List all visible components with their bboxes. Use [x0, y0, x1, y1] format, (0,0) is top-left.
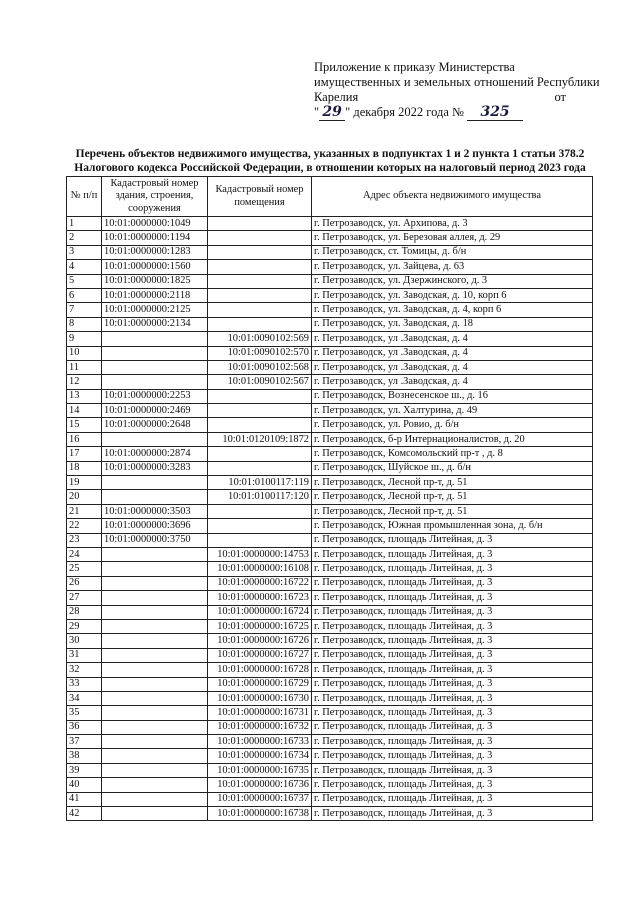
cell-premises-cadastral: 10:01:0000000:16725 — [208, 619, 312, 633]
cell-number: 12 — [67, 375, 102, 389]
cell-building-cadastral: 10:01:0000000:3750 — [102, 533, 208, 547]
table-row — [67, 720, 593, 734]
cell-premises-cadastral — [208, 504, 312, 518]
cell-address: г. Петрозаводск, Вознесенское ш., д. 16 — [312, 389, 593, 403]
cell-number: 35 — [67, 706, 102, 720]
cell-number: 25 — [67, 562, 102, 576]
date-day-field — [319, 105, 345, 121]
cell-building-cadastral: 10:01:0000000:3696 — [102, 519, 208, 533]
cell-address: г. Петрозаводск, площадь Литейная, д. 3 — [312, 792, 593, 806]
cell-premises-cadastral — [208, 461, 312, 475]
cell-building-cadastral — [102, 360, 208, 374]
table-row — [67, 562, 593, 576]
date-quote: " — [314, 105, 320, 119]
table-row — [67, 691, 593, 705]
table-row — [67, 605, 593, 619]
cell-address: г. Петрозаводск, ул .Заводская, д. 4 — [312, 332, 593, 346]
cell-premises-cadastral — [208, 447, 312, 461]
table-row — [67, 476, 593, 490]
table-row — [67, 389, 593, 403]
cell-premises-cadastral: 10:01:0090102:570 — [208, 346, 312, 360]
cell-address: г. Петрозаводск, ул. Халтурина, д. 49 — [312, 404, 593, 418]
table-row — [67, 360, 593, 374]
cell-building-cadastral — [102, 735, 208, 749]
cell-number: 42 — [67, 807, 102, 821]
cell-premises-cadastral — [208, 274, 312, 288]
cell-building-cadastral: 10:01:0000000:1825 — [102, 274, 208, 288]
cell-address: г. Петрозаводск, ул. Ровио, д. б/н — [312, 418, 593, 432]
cell-number: 39 — [67, 763, 102, 777]
cell-address: г. Петрозаводск, б-р Интернационалистов, д. 20 — [312, 432, 593, 446]
date-rest: " декабря 2022 года № — [345, 105, 464, 119]
cell-premises-cadastral: 10:01:0000000:16730 — [208, 691, 312, 705]
cell-number: 1 — [67, 217, 102, 231]
cell-address: г. Петрозаводск, ул. Березовая аллея, д. 29 — [312, 231, 593, 245]
cell-number: 23 — [67, 533, 102, 547]
cell-number: 20 — [67, 490, 102, 504]
cell-premises-cadastral: 10:01:0000000:16724 — [208, 605, 312, 619]
cell-premises-cadastral — [208, 533, 312, 547]
cell-premises-cadastral: 10:01:0090102:567 — [208, 375, 312, 389]
cell-address: г. Петрозаводск, ул .Заводская, д. 4 — [312, 375, 593, 389]
cell-number: 4 — [67, 260, 102, 274]
table-row — [67, 332, 593, 346]
cell-number: 2 — [67, 231, 102, 245]
table-row — [67, 591, 593, 605]
table-row — [67, 735, 593, 749]
cell-building-cadastral: 10:01:0000000:3503 — [102, 504, 208, 518]
cell-premises-cadastral: 10:01:0000000:16734 — [208, 749, 312, 763]
table-row — [67, 404, 593, 418]
table-row — [67, 231, 593, 245]
table-row — [67, 504, 593, 518]
header-premises-cadastral: Кадастровый номер помещения — [208, 177, 312, 217]
cell-address: г. Петрозаводск, площадь Литейная, д. 3 — [312, 562, 593, 576]
cell-building-cadastral — [102, 605, 208, 619]
cell-number: 38 — [67, 749, 102, 763]
cell-premises-cadastral — [208, 303, 312, 317]
cell-premises-cadastral — [208, 389, 312, 403]
cell-premises-cadastral — [208, 231, 312, 245]
cell-number: 3 — [67, 245, 102, 259]
cell-building-cadastral: 10:01:0000000:2134 — [102, 317, 208, 331]
cell-address: г. Петрозаводск, Комсомольский пр-т , д. 8 — [312, 447, 593, 461]
table-row — [67, 619, 593, 633]
cell-number: 41 — [67, 792, 102, 806]
cell-number: 29 — [67, 619, 102, 633]
cell-address: г. Петрозаводск, площадь Литейная, д. 3 — [312, 735, 593, 749]
cell-building-cadastral — [102, 677, 208, 691]
cell-address: г. Петрозаводск, ул. Заводская, д. 4, корп 6 — [312, 303, 593, 317]
table-row — [67, 461, 593, 475]
cell-number: 13 — [67, 389, 102, 403]
cell-address: г. Петрозаводск, ул. Архипова, д. 3 — [312, 217, 593, 231]
cell-building-cadastral — [102, 749, 208, 763]
table-row — [67, 663, 593, 677]
cell-premises-cadastral: 10:01:0000000:16723 — [208, 591, 312, 605]
cell-address: г. Петрозаводск, площадь Литейная, д. 3 — [312, 677, 593, 691]
cell-number: 7 — [67, 303, 102, 317]
cell-premises-cadastral — [208, 418, 312, 432]
cell-building-cadastral — [102, 648, 208, 662]
cell-building-cadastral — [102, 706, 208, 720]
cell-premises-cadastral: 10:01:0100117:120 — [208, 490, 312, 504]
table-row — [67, 749, 593, 763]
cell-number: 18 — [67, 461, 102, 475]
cell-address: г. Петрозаводск, ул. Заводская, д. 10, корп 6 — [312, 288, 593, 302]
handwritten-number: 325 — [480, 104, 510, 120]
cell-number: 24 — [67, 547, 102, 561]
cell-number: 33 — [67, 677, 102, 691]
cell-premises-cadastral: 10:01:0000000:16737 — [208, 792, 312, 806]
cell-number: 37 — [67, 735, 102, 749]
document-title — [60, 147, 600, 175]
cell-premises-cadastral — [208, 245, 312, 259]
cell-number: 32 — [67, 663, 102, 677]
cell-premises-cadastral: 10:01:0000000:16733 — [208, 735, 312, 749]
cell-address: г. Петрозаводск, Южная промышленная зона, д. б/н — [312, 519, 593, 533]
header-building-cadastral: Кадастровый номер здания, строения, сооружения — [102, 177, 208, 217]
cell-building-cadastral — [102, 375, 208, 389]
cell-address: г. Петрозаводск, площадь Литейная, д. 3 — [312, 749, 593, 763]
cell-premises-cadastral: 10:01:0100117:119 — [208, 476, 312, 490]
table-row — [67, 763, 593, 777]
cell-premises-cadastral — [208, 217, 312, 231]
cell-number: 16 — [67, 432, 102, 446]
cell-number: 36 — [67, 720, 102, 734]
cell-number: 27 — [67, 591, 102, 605]
cell-address: г. Петрозаводск, площадь Литейная, д. 3 — [312, 663, 593, 677]
order-number-field — [467, 105, 523, 121]
cell-address: г. Петрозаводск, ул .Заводская, д. 4 — [312, 346, 593, 360]
cell-premises-cadastral: 10:01:0000000:16727 — [208, 648, 312, 662]
cell-number: 22 — [67, 519, 102, 533]
cell-address: г. Петрозаводск, площадь Литейная, д. 3 — [312, 634, 593, 648]
cell-premises-cadastral — [208, 317, 312, 331]
table-row — [67, 547, 593, 561]
cell-number: 11 — [67, 360, 102, 374]
cell-address: г. Петрозаводск, площадь Литейная, д. 3 — [312, 763, 593, 777]
table-row — [67, 807, 593, 821]
title-line-1: Перечень объектов недвижимого имущества, указанных в подпунктах 1 и 2 пункта 1 статьи 378.2 — [75, 148, 585, 160]
cell-premises-cadastral: 10:01:0000000:16729 — [208, 677, 312, 691]
cell-number: 9 — [67, 332, 102, 346]
cell-building-cadastral — [102, 763, 208, 777]
cell-number: 34 — [67, 691, 102, 705]
cell-premises-cadastral: 10:01:0000000:16722 — [208, 576, 312, 590]
appendix-block — [314, 60, 614, 121]
cell-address: г. Петрозаводск, площадь Литейная, д. 3 — [312, 533, 593, 547]
cell-building-cadastral: 10:01:0000000:1283 — [102, 245, 208, 259]
cell-address: г. Петрозаводск, ул .Заводская, д. 4 — [312, 360, 593, 374]
cell-building-cadastral — [102, 792, 208, 806]
cell-building-cadastral — [102, 619, 208, 633]
table-row — [67, 260, 593, 274]
cell-address: г. Петрозаводск, Шуйское ш., д. б/н — [312, 461, 593, 475]
table-row — [67, 576, 593, 590]
cell-address: г. Петрозаводск, ул. Дзержинского, д. 3 — [312, 274, 593, 288]
cell-number: 40 — [67, 778, 102, 792]
table-row — [67, 706, 593, 720]
table-row — [67, 634, 593, 648]
table-header-row — [67, 177, 593, 217]
cell-building-cadastral: 10:01:0000000:2469 — [102, 404, 208, 418]
handwritten-day: 29 — [322, 104, 342, 120]
cell-number: 21 — [67, 504, 102, 518]
cell-premises-cadastral: 10:01:0000000:16728 — [208, 663, 312, 677]
cell-address: г. Петрозаводск, площадь Литейная, д. 3 — [312, 691, 593, 705]
table-row — [67, 245, 593, 259]
appendix-from: от — [554, 90, 566, 104]
table-row — [67, 447, 593, 461]
cell-building-cadastral: 10:01:0000000:1560 — [102, 260, 208, 274]
cell-address: г. Петрозаводск, Лесной пр-т, д. 51 — [312, 476, 593, 490]
cell-premises-cadastral: 10:01:0000000:14753 — [208, 547, 312, 561]
appendix-region: Карелия — [314, 90, 359, 104]
cell-number: 30 — [67, 634, 102, 648]
table-row — [67, 317, 593, 331]
cell-premises-cadastral: 10:01:0090102:568 — [208, 360, 312, 374]
cell-building-cadastral: 10:01:0000000:1049 — [102, 217, 208, 231]
cell-address: г. Петрозаводск, площадь Литейная, д. 3 — [312, 807, 593, 821]
table-row — [67, 648, 593, 662]
table-body — [67, 217, 593, 821]
cell-building-cadastral — [102, 476, 208, 490]
cell-premises-cadastral: 10:01:0000000:16726 — [208, 634, 312, 648]
property-table — [66, 176, 593, 821]
cell-building-cadastral: 10:01:0000000:2118 — [102, 288, 208, 302]
cell-address: г. Петрозаводск, Лесной пр-т, д. 51 — [312, 504, 593, 518]
cell-address: г. Петрозаводск, площадь Литейная, д. 3 — [312, 648, 593, 662]
cell-premises-cadastral: 10:01:0000000:16736 — [208, 778, 312, 792]
cell-building-cadastral — [102, 576, 208, 590]
cell-building-cadastral: 10:01:0000000:2253 — [102, 389, 208, 403]
cell-building-cadastral — [102, 432, 208, 446]
header-address: Адрес объекта недвижимого имущества — [312, 177, 593, 217]
table-row — [67, 432, 593, 446]
cell-number: 31 — [67, 648, 102, 662]
cell-premises-cadastral: 10:01:0000000:16738 — [208, 807, 312, 821]
appendix-date-line — [314, 105, 614, 121]
appendix-line-2: имущественных и земельных отношений Республики — [314, 75, 600, 89]
cell-address: г. Петрозаводск, площадь Литейная, д. 3 — [312, 547, 593, 561]
cell-number: 6 — [67, 288, 102, 302]
cell-premises-cadastral: 10:01:0000000:16735 — [208, 763, 312, 777]
cell-building-cadastral — [102, 346, 208, 360]
cell-address: г. Петрозаводск, площадь Литейная, д. 3 — [312, 605, 593, 619]
cell-building-cadastral — [102, 547, 208, 561]
table-row — [67, 792, 593, 806]
title-line-2: Налогового кодекса Российской Федерации, в отношении которых на налоговый период 2023 года — [74, 162, 586, 174]
table-row — [67, 274, 593, 288]
table-row — [67, 375, 593, 389]
cell-premises-cadastral — [208, 288, 312, 302]
table-row — [67, 346, 593, 360]
cell-number: 8 — [67, 317, 102, 331]
cell-number: 5 — [67, 274, 102, 288]
cell-building-cadastral — [102, 490, 208, 504]
cell-building-cadastral — [102, 332, 208, 346]
cell-address: г. Петрозаводск, площадь Литейная, д. 3 — [312, 706, 593, 720]
cell-premises-cadastral: 10:01:0120109:1872 — [208, 432, 312, 446]
cell-address: г. Петрозаводск, площадь Литейная, д. 3 — [312, 591, 593, 605]
appendix-line-1: Приложение к приказу Министерства — [314, 60, 515, 74]
table-row — [67, 418, 593, 432]
cell-premises-cadastral: 10:01:0000000:16732 — [208, 720, 312, 734]
cell-address: г. Петрозаводск, ул. Заводская, д. 18 — [312, 317, 593, 331]
cell-premises-cadastral — [208, 519, 312, 533]
cell-building-cadastral: 10:01:0000000:2125 — [102, 303, 208, 317]
appendix-line-3 — [314, 90, 614, 105]
cell-building-cadastral — [102, 691, 208, 705]
table-row — [67, 217, 593, 231]
cell-number: 26 — [67, 576, 102, 590]
cell-number: 19 — [67, 476, 102, 490]
cell-building-cadastral — [102, 720, 208, 734]
cell-address: г. Петрозаводск, площадь Литейная, д. 3 — [312, 778, 593, 792]
table-row — [67, 490, 593, 504]
cell-number: 17 — [67, 447, 102, 461]
cell-address: г. Петрозаводск, площадь Литейная, д. 3 — [312, 619, 593, 633]
cell-premises-cadastral: 10:01:0000000:16108 — [208, 562, 312, 576]
cell-premises-cadastral: 10:01:0090102:569 — [208, 332, 312, 346]
cell-number: 28 — [67, 605, 102, 619]
cell-building-cadastral: 10:01:0000000:3283 — [102, 461, 208, 475]
cell-building-cadastral — [102, 778, 208, 792]
header-number: № п/п — [67, 177, 102, 217]
cell-address: г. Петрозаводск, ул. Зайцева, д. 63 — [312, 260, 593, 274]
cell-building-cadastral — [102, 591, 208, 605]
cell-building-cadastral: 10:01:0000000:1194 — [102, 231, 208, 245]
cell-number: 14 — [67, 404, 102, 418]
cell-address: г. Петрозаводск, площадь Литейная, д. 3 — [312, 576, 593, 590]
table-row — [67, 778, 593, 792]
cell-address: г. Петрозаводск, Лесной пр-т, д. 51 — [312, 490, 593, 504]
cell-building-cadastral: 10:01:0000000:2648 — [102, 418, 208, 432]
table-row — [67, 519, 593, 533]
cell-building-cadastral — [102, 562, 208, 576]
cell-building-cadastral — [102, 807, 208, 821]
cell-number: 15 — [67, 418, 102, 432]
cell-building-cadastral — [102, 634, 208, 648]
table-row — [67, 677, 593, 691]
cell-premises-cadastral — [208, 260, 312, 274]
cell-address: г. Петрозаводск, ст. Томицы, д. б/н — [312, 245, 593, 259]
cell-premises-cadastral — [208, 404, 312, 418]
cell-building-cadastral: 10:01:0000000:2874 — [102, 447, 208, 461]
cell-building-cadastral — [102, 663, 208, 677]
table-row — [67, 533, 593, 547]
table-row — [67, 303, 593, 317]
table-row — [67, 288, 593, 302]
cell-address: г. Петрозаводск, площадь Литейная, д. 3 — [312, 720, 593, 734]
cell-number: 10 — [67, 346, 102, 360]
cell-premises-cadastral: 10:01:0000000:16731 — [208, 706, 312, 720]
